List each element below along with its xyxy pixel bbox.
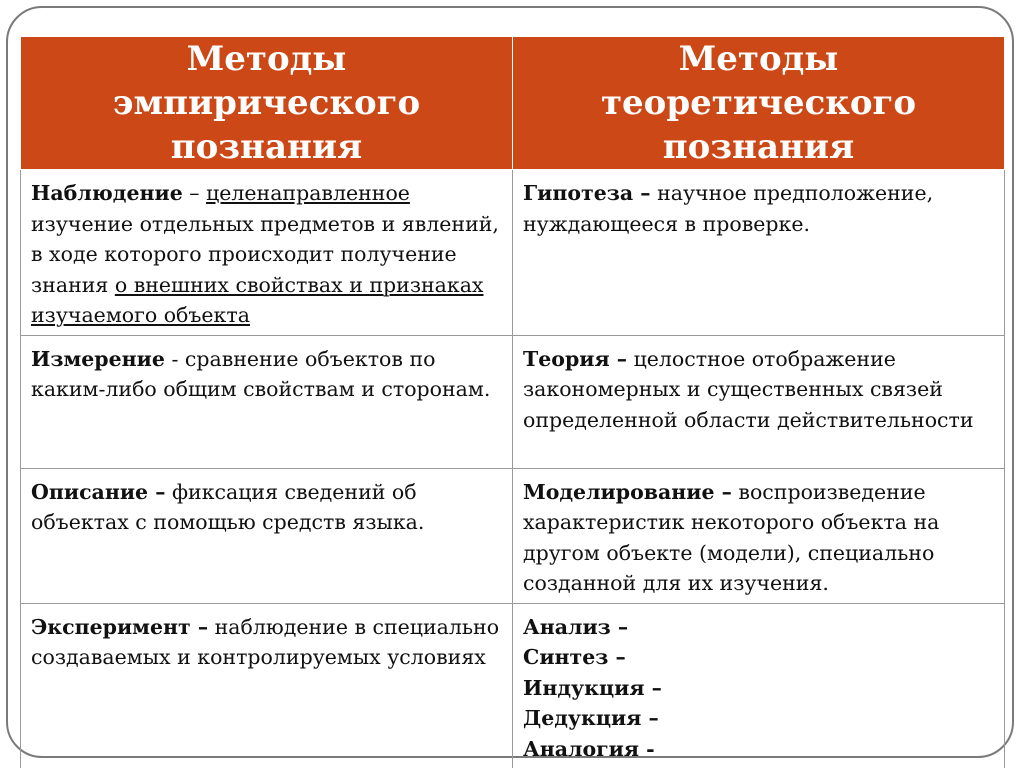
header-theoretical-line1: Методы теоретического xyxy=(600,39,917,123)
definition-experiment: наблюдение в специально создаваемых и контролируемых условиях xyxy=(31,614,500,669)
term-experiment: Эксперимент – xyxy=(31,614,209,639)
table-row xyxy=(21,170,1005,336)
definition-description: фиксация сведений об объектах с помощью средств языка. xyxy=(31,479,425,534)
definition-theory: целостное отображение закономерных и существенных связей определенной области действительности xyxy=(523,346,974,432)
term-analogy: Аналогия - xyxy=(523,736,655,761)
cell-observation xyxy=(21,170,513,336)
term-hypothesis: Гипотеза – xyxy=(523,181,651,205)
header-theoretical-methods xyxy=(513,37,1005,170)
cell-experiment xyxy=(21,603,513,768)
term-deduction: Дедукция – xyxy=(523,706,659,730)
definition-observation-part1: целенаправленное xyxy=(206,181,410,205)
definition-modeling: воспроизведение характеристик некоторого объекта на другом объекте (модели), специально созданной для их изучения. xyxy=(523,479,940,595)
table-row xyxy=(21,335,1005,468)
cell-description xyxy=(21,468,513,603)
term-measurement: Измерение xyxy=(31,346,165,371)
cell-hypothesis xyxy=(513,170,1005,336)
term-observation: Наблюдение xyxy=(31,181,183,205)
table-row xyxy=(21,603,1005,768)
header-empirical-methods xyxy=(21,37,513,170)
definition-observation-part3: о внешних свойствах и признаках изучаемого объекта xyxy=(31,272,484,327)
definition-measurement: - сравнение объектов по каким-либо общим свойствам и сторонам. xyxy=(31,346,491,401)
term-synthesis: Синтез – xyxy=(523,645,626,669)
methods-table xyxy=(20,36,1005,768)
cell-logical-methods xyxy=(513,603,1005,768)
cell-modeling xyxy=(513,468,1005,603)
table-header-row xyxy=(21,37,1005,170)
term-description: Описание – xyxy=(31,479,166,504)
cell-measurement xyxy=(21,335,513,468)
header-empirical-line2: познания xyxy=(170,127,363,167)
header-empirical-line1: Методы эмпирического xyxy=(112,39,421,123)
definition-hypothesis: научное предположение, нуждающееся в проверке. xyxy=(523,181,934,236)
header-theoretical-line2: познания xyxy=(662,127,855,167)
table-row xyxy=(21,468,1005,603)
term-theory: Теория – xyxy=(523,346,628,371)
term-analysis: Анализ – xyxy=(523,614,629,639)
definition-observation-part2: изучение отдельных предметов и явлений, в ходе которого происходит получение знания xyxy=(31,211,499,297)
term-induction: Индукция – xyxy=(523,675,662,700)
separator: – xyxy=(182,181,207,205)
cell-theory xyxy=(513,335,1005,468)
term-modeling: Моделирование – xyxy=(523,479,732,504)
